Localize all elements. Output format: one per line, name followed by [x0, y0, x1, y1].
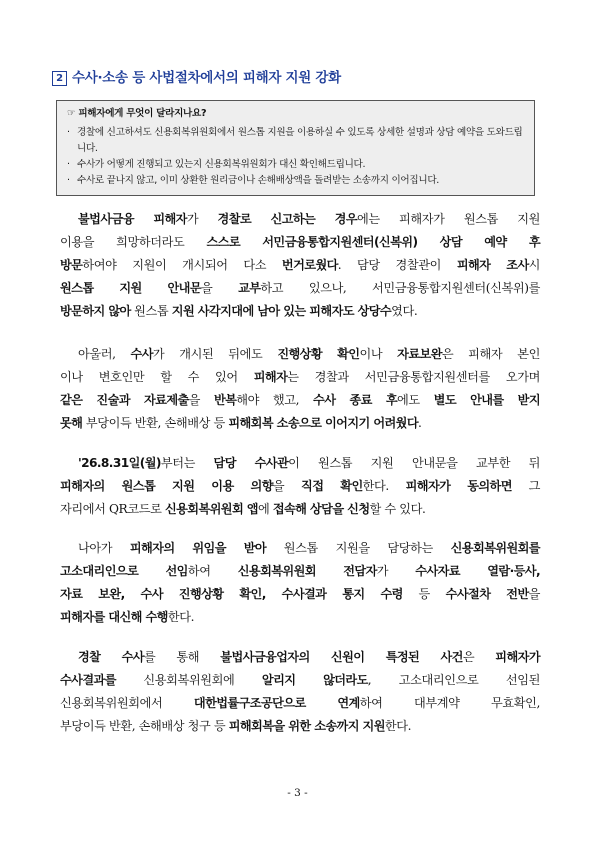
body-text: 에는 피해자가 원스톱 지원 [357, 212, 540, 226]
emphasis-text: 고소대리인으로 선임 [60, 564, 188, 578]
callout-box [56, 100, 535, 196]
emphasis-text: 담당 수사관 [213, 456, 289, 470]
emphasis-text: 신용회복위원회 앱 [164, 502, 258, 516]
body-text: . 담당 경찰관이 [337, 258, 457, 272]
callout-item-text: 경찰에 신고하셔도 신용회복위원회에서 원스톱 지원을 이용하실 수 있도록 상세한 설명과 상담 예약을 도와드립니다. [77, 127, 523, 154]
callout-item-text: 수사로 끝나지 않고, 이미 상환한 원리금이나 손해배상액을 돌려받는 소송까지 이어집니다. [77, 175, 440, 186]
bullet-icon: · [67, 159, 70, 170]
emphasis-text: 알리지 않더라도 [261, 673, 368, 687]
paragraph-line [60, 560, 540, 583]
body-text: 부당이득 반환, 손해배상 청구 등 [60, 719, 229, 733]
paragraph-line [60, 366, 540, 389]
body-text: 가 개시된 뒤에도 [152, 347, 278, 361]
emphasis-text: 별도 안내를 받지 [433, 393, 540, 407]
body-text: 해야 했고, [236, 393, 314, 407]
body-text: . [418, 416, 422, 430]
emphasis-text: 스스로 서민금융통합지원센터(신복위) 상담 예약 후 [206, 235, 540, 249]
emphasis-text: 같은 진술과 자료제출 [60, 393, 189, 407]
paragraph-line [60, 692, 540, 715]
paragraph-line [60, 277, 540, 300]
emphasis-text: 피해회복 소송으로 이어지기 어려웠다 [228, 416, 419, 430]
callout-item [67, 125, 524, 157]
body-text: 하여 대부계약 무효확인, [359, 696, 540, 710]
body-text: 이나 변호인만 할 수 있어 [60, 370, 254, 384]
emphasis-text: 신용회복위원회를 [450, 541, 540, 555]
callout-item-text: 수사가 어떻게 진행되고 있는지 신용회복위원회가 대신 확인해드립니다. [77, 159, 366, 170]
body-text: 에 [257, 502, 273, 516]
emphasis-text: 자료 보완, 수사 진행상황 확인, 수사결과 통지 수령 [60, 587, 403, 601]
body-text: 을 [188, 393, 214, 407]
body-text: 할 수 있다. [369, 502, 426, 516]
callout-item [67, 173, 524, 189]
body-text: 을 [201, 281, 239, 295]
paragraph-line [60, 452, 540, 475]
emphasis-text: 경찰로 신고하는 경우 [217, 212, 358, 226]
emphasis-text: 피해자 조사 [456, 258, 529, 272]
body-text: 이용을 희망하더라도 [60, 235, 207, 249]
paragraph-line [60, 646, 540, 669]
emphasis-text: 교부 [238, 281, 261, 295]
section-heading [52, 66, 552, 86]
body-text: 한다. [362, 479, 406, 493]
body-text: 부터는 [160, 456, 214, 470]
body-text: 하여 [187, 564, 238, 578]
body-text: 에도 [397, 393, 434, 407]
emphasis-text: 피해자 [253, 370, 288, 384]
callout-title [67, 106, 524, 122]
emphasis-text: 수사자료 열람·등사, [415, 564, 541, 578]
paragraph-line [60, 343, 540, 366]
paragraph-line [60, 475, 540, 498]
body-text: 원스톱 지원을 담당하는 [266, 541, 451, 555]
paragraph-line [60, 231, 540, 254]
paragraph-line [60, 300, 540, 323]
emphasis-text: 반복 [213, 393, 237, 407]
emphasis-text: 수사결과를 [60, 673, 116, 687]
section-heading-text: 수사·소송 등 사법절차에서의 피해자 지원 강화 [72, 70, 341, 86]
body-text: , 고소대리인으로 선임된 [367, 673, 541, 687]
bullet-icon: · [67, 127, 70, 138]
paragraph-line [60, 537, 540, 560]
emphasis-text: 신용회복위원회 전담자 [237, 564, 377, 578]
body-text: 를 통해 [143, 650, 221, 664]
body-text: 이나 [359, 347, 398, 361]
paragraph-line [60, 583, 540, 606]
paragraph-line [60, 606, 540, 629]
body-paragraph [60, 537, 540, 629]
emphasis-text: 피해자가 [495, 650, 540, 664]
emphasis-text: '26.8.31일(월) [78, 456, 161, 470]
emphasis-text: 피해자가 동의하면 [405, 479, 512, 493]
paragraph-line [60, 669, 540, 692]
body-text: 하여야 지원이 개시되어 다소 [82, 258, 282, 272]
emphasis-text: 지원 사각지대에 남아 있는 피해자도 상당수 [171, 304, 392, 318]
emphasis-text: 방문하지 않아 [60, 304, 131, 318]
body-text: 부당이득 반환, 손해배상 등 [82, 416, 229, 430]
body-text: 한다. [167, 610, 195, 624]
body-paragraph [60, 208, 540, 323]
body-paragraph [60, 343, 540, 435]
body-text: 은 피해자 본인 [441, 347, 540, 361]
paragraph-line [60, 254, 540, 277]
body-text: 하고 있으나, 서민금융통합지원센터(신복위)를 [260, 281, 540, 295]
emphasis-text: 수사절차 전반 [445, 587, 529, 601]
body-text: 나아가 [78, 541, 130, 555]
emphasis-text: 자료보완 [397, 347, 442, 361]
emphasis-text: 수사 종료 후 [313, 393, 398, 407]
callout-title-text: 피해자에게 무엇이 달라지나요? [78, 108, 207, 119]
body-text: 가 [186, 212, 218, 226]
pointing-hand-icon: ☞ [67, 108, 76, 119]
paragraph-line [60, 412, 540, 435]
body-text: 가 [376, 564, 416, 578]
emphasis-text: 피해자의 위임을 받아 [129, 541, 267, 555]
body-paragraph [60, 646, 540, 738]
section-number-box: 2 [52, 71, 67, 86]
body-text: 그 [511, 479, 541, 493]
body-text: 을 [528, 587, 540, 601]
paragraph-line [60, 715, 540, 738]
emphasis-text: 직접 확인 [301, 479, 363, 493]
callout-item [67, 157, 524, 173]
emphasis-text: 원스톱 지원 안내문 [60, 281, 202, 295]
paragraph-line [60, 389, 540, 412]
body-text: 신용회복위원회에서 [60, 696, 194, 710]
emphasis-text: 피해자의 원스톱 지원 이용 의향 [60, 479, 273, 493]
emphasis-text: 수사 [130, 347, 153, 361]
emphasis-text: 번거로웠다 [281, 258, 338, 272]
emphasis-text: 접속해 상담을 신청 [272, 502, 370, 516]
body-text: 원스톱 [130, 304, 172, 318]
emphasis-text: 방문 [60, 258, 83, 272]
emphasis-text: 진행상황 확인 [277, 347, 360, 361]
body-paragraph [60, 452, 540, 521]
emphasis-text: 불법사금융 피해자 [78, 212, 187, 226]
body-text: 은 [462, 650, 496, 664]
body-text: 였다. [391, 304, 418, 318]
body-text: 한다. [384, 719, 412, 733]
emphasis-text: 피해회복을 위한 소송까지 지원 [228, 719, 385, 733]
body-text: 는 경찰과 서민금융통합지원센터를 오가며 [287, 370, 541, 384]
emphasis-text: 불법사금융업자의 신원이 특정된 사건 [220, 650, 463, 664]
body-text: 을 [272, 479, 302, 493]
body-text: 자리에서 QR코드로 [60, 502, 165, 516]
body-text: 등 [402, 587, 446, 601]
body-text: 시 [528, 258, 541, 272]
paragraph-line [60, 498, 540, 521]
bullet-icon: · [67, 175, 70, 186]
paragraph-line [60, 208, 540, 231]
body-text: 아울러, [78, 347, 131, 361]
body-text: 신용회복위원회에 [115, 673, 262, 687]
emphasis-text: 피해자를 대신해 수행 [60, 610, 168, 624]
emphasis-text: 못해 [60, 416, 83, 430]
body-text: 이 원스톱 지원 안내문을 교부한 뒤 [288, 456, 540, 470]
emphasis-text: 경찰 수사 [78, 650, 144, 664]
page-number: - 3 - [287, 787, 308, 799]
emphasis-text: 대한법률구조공단으로 연계 [193, 696, 360, 710]
